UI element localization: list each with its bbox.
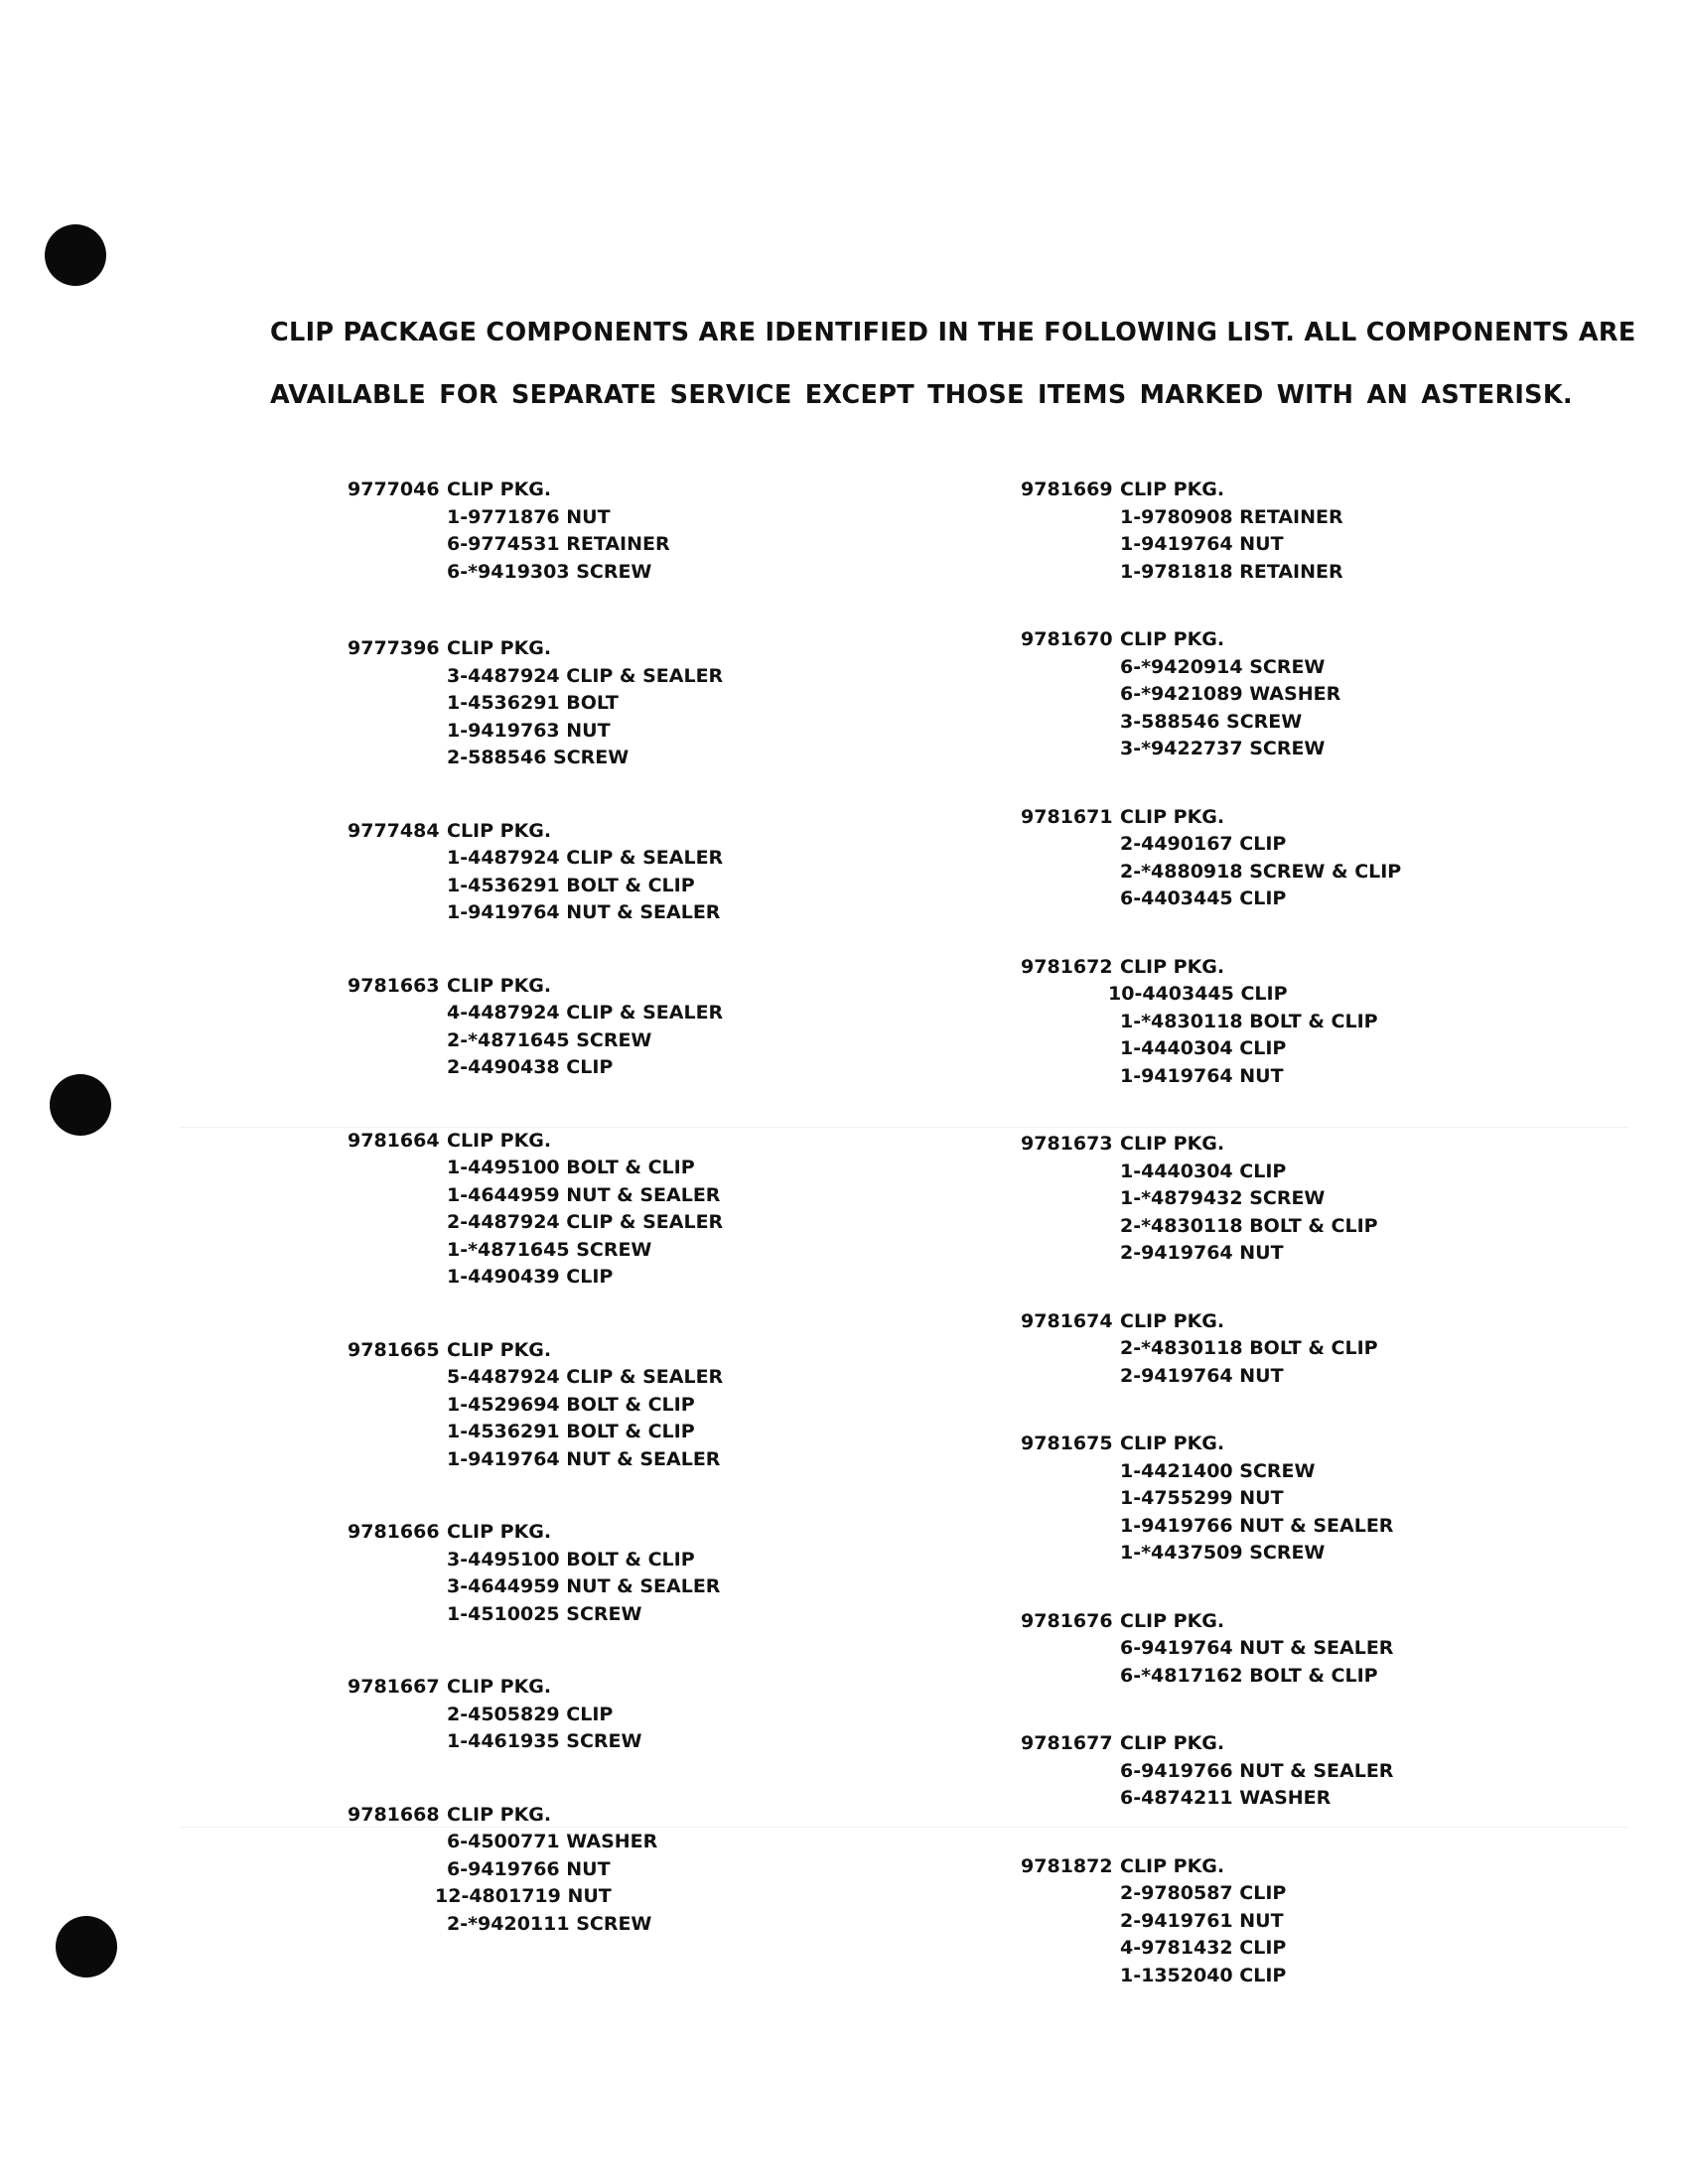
package-number: 9781667 [348, 1676, 440, 1698]
component-item: 1-4461935 SCREW [447, 1730, 642, 1752]
clip-package [348, 1337, 723, 1474]
package-number: 9781677 [1021, 1732, 1113, 1754]
component-item: 1-4536291 BOLT & CLIP [447, 1421, 695, 1442]
package-title: CLIP PKG. [1120, 1133, 1225, 1155]
package-number: 9781663 [348, 974, 440, 997]
package-number: 9781675 [1021, 1433, 1113, 1454]
component-item: 1-9419764 NUT [1120, 533, 1284, 555]
package-contents [447, 973, 723, 1082]
clip-package [1021, 1308, 1401, 1391]
component-item: 1-*4437509 SCREW [1120, 1542, 1326, 1564]
component-item: 1-*4879432 SCREW [1120, 1187, 1326, 1209]
component-item: 6-*9420914 SCREW [1120, 655, 1326, 678]
package-title: CLIP PKG. [1120, 1854, 1225, 1877]
right-package-column [1021, 477, 1401, 1989]
component-item: 6-9419764 NUT & SEALER [1120, 1637, 1394, 1659]
component-item: 1-9419764 NUT [1120, 1064, 1284, 1087]
component-item: 3-*9422737 SCREW [1120, 738, 1326, 759]
package-contents [447, 635, 723, 772]
component-item: 2-9780587 CLIP [1120, 1882, 1287, 1904]
component-item: 2-4490438 CLIP [447, 1056, 614, 1078]
package-contents [447, 1519, 720, 1628]
clip-package [1021, 1131, 1401, 1268]
punch-hole-top [45, 224, 106, 286]
component-item: 1-1352040 CLIP [1120, 1964, 1287, 1986]
component-item: 2-9419764 NUT [1120, 1242, 1284, 1264]
package-title: CLIP PKG. [447, 637, 552, 659]
component-item: 2-588546 SCREW [447, 747, 630, 768]
component-item: 6-4874211 WASHER [1120, 1787, 1332, 1809]
package-number: 9781672 [1021, 955, 1113, 978]
package-number: 9777046 [348, 478, 440, 500]
component-item: 6-*4817162 BOLT & CLIP [1120, 1664, 1378, 1687]
package-contents [1120, 1308, 1378, 1391]
component-item: 1-4510025 SCREW [447, 1602, 642, 1625]
package-contents [1120, 1853, 1286, 1990]
component-item: 10-4403445 CLIP [1108, 983, 1288, 1005]
package-title: CLIP PKG. [1120, 1609, 1225, 1632]
component-item: 1-9419763 NUT [447, 719, 611, 742]
clip-package [348, 818, 723, 927]
package-number: 9781669 [1021, 478, 1113, 500]
clip-package [348, 1674, 723, 1756]
package-contents [447, 477, 670, 586]
component-item: 3-4644959 NUT & SEALER [447, 1575, 721, 1597]
package-number: 9781673 [1021, 1133, 1113, 1155]
clip-package [1021, 626, 1401, 763]
component-item: 2-9419761 NUT [1120, 1909, 1284, 1932]
package-number: 9781872 [1021, 1854, 1113, 1877]
package-title: CLIP PKG. [447, 819, 552, 842]
package-contents [435, 1802, 658, 1939]
component-item: 2-4505829 CLIP [447, 1703, 614, 1725]
component-item: 1-4487924 CLIP & SEALER [447, 847, 724, 869]
package-title: CLIP PKG. [447, 478, 552, 500]
clip-package [1021, 1431, 1401, 1568]
intro-line-2: AVAILABLE FOR SEPARATE SERVICE EXCEPT THOSE ITEMS MARKED WITH AN ASTERISK. [270, 380, 1573, 410]
package-number: 9781666 [348, 1521, 440, 1543]
component-item: 5-4487924 CLIP & SEALER [447, 1366, 724, 1388]
component-item: 1-4755299 NUT [1120, 1487, 1284, 1509]
component-item: 1-*4830118 BOLT & CLIP [1120, 1010, 1378, 1032]
component-item: 2-9419764 NUT [1120, 1364, 1284, 1387]
component-item: 1-9781818 RETAINER [1120, 560, 1343, 583]
package-contents [1120, 1730, 1393, 1813]
component-item: 1-4495100 BOLT & CLIP [447, 1157, 695, 1178]
package-title: CLIP PKG. [1120, 1732, 1225, 1754]
component-item: 1-4440304 CLIP [1120, 1037, 1287, 1059]
component-item: 2-*4830118 BOLT & CLIP [1120, 1337, 1378, 1359]
package-title: CLIP PKG. [1120, 478, 1225, 500]
component-item: 6-4500771 WASHER [447, 1831, 658, 1852]
punch-hole-middle [50, 1074, 111, 1136]
clip-package [348, 635, 723, 772]
package-contents [1108, 954, 1378, 1091]
component-item: 1-9419764 NUT & SEALER [447, 901, 721, 923]
component-item: 1-4421400 SCREW [1120, 1459, 1316, 1482]
clip-package [348, 1128, 723, 1292]
component-item: 2-4490167 CLIP [1120, 833, 1287, 855]
package-title: CLIP PKG. [447, 1129, 552, 1152]
component-item: 1-9419764 NUT & SEALER [447, 1447, 721, 1470]
package-title: CLIP PKG. [1120, 628, 1225, 650]
clip-package [348, 1519, 723, 1628]
clip-package [1021, 1608, 1401, 1691]
package-number: 9777484 [348, 819, 440, 842]
component-item: 2-4487924 CLIP & SEALER [447, 1211, 724, 1233]
component-item: 12-4801719 NUT [435, 1885, 612, 1907]
component-item: 4-9781432 CLIP [1120, 1937, 1287, 1959]
package-number: 9781668 [348, 1803, 440, 1826]
clip-package [348, 1802, 723, 1939]
package-number: 9781674 [1021, 1309, 1113, 1332]
package-contents [447, 818, 723, 927]
package-number: 9781665 [348, 1338, 440, 1361]
package-contents [1120, 1431, 1393, 1568]
component-item: 1-*4871645 SCREW [447, 1238, 652, 1261]
component-item: 6-9774531 RETAINER [447, 533, 670, 555]
component-item: 2-*4830118 BOLT & CLIP [1120, 1214, 1378, 1237]
component-item: 1-9771876 NUT [447, 505, 611, 528]
component-item: 6-9419766 NUT [447, 1857, 611, 1880]
component-item: 1-4536291 BOLT & CLIP [447, 874, 695, 896]
package-title: CLIP PKG. [447, 1676, 552, 1698]
component-item: 1-4529694 BOLT & CLIP [447, 1393, 695, 1416]
left-package-column [348, 477, 723, 1938]
package-title: CLIP PKG. [1120, 805, 1225, 828]
package-contents [1120, 477, 1343, 586]
package-title: CLIP PKG. [447, 1803, 552, 1826]
component-item: 6-*9419303 SCREW [447, 560, 652, 583]
component-item: 3-4495100 BOLT & CLIP [447, 1548, 695, 1570]
clip-package [1021, 1853, 1401, 1990]
component-item: 6-*9421089 WASHER [1120, 683, 1341, 705]
package-contents [447, 1337, 723, 1474]
intro-line-1: CLIP PACKAGE COMPONENTS ARE IDENTIFIED IN THE FOLLOWING LIST. ALL COMPONENTS ARE [270, 318, 1636, 347]
package-contents [1120, 626, 1340, 763]
package-contents [447, 1128, 723, 1292]
component-item: 1-4536291 BOLT [447, 692, 619, 714]
component-item: 4-4487924 CLIP & SEALER [447, 1002, 724, 1024]
component-item: 1-9780908 RETAINER [1120, 505, 1343, 528]
clip-package [1021, 477, 1401, 586]
clip-package [348, 477, 723, 586]
clip-package [1021, 804, 1401, 913]
package-number: 9777396 [348, 637, 440, 659]
clip-package [348, 973, 723, 1082]
package-title: CLIP PKG. [447, 1338, 552, 1361]
component-item: 1-4440304 CLIP [1120, 1160, 1287, 1182]
package-title: CLIP PKG. [1120, 1309, 1225, 1332]
component-item: 1-4644959 NUT & SEALER [447, 1183, 721, 1206]
clip-package [1021, 954, 1401, 1091]
component-item: 1-4490439 CLIP [447, 1266, 614, 1288]
clip-package [1021, 1730, 1401, 1813]
package-number: 9781671 [1021, 805, 1113, 828]
package-title: CLIP PKG. [447, 974, 552, 997]
package-contents [1120, 1608, 1393, 1691]
package-contents [447, 1674, 641, 1756]
package-number: 9781670 [1021, 628, 1113, 650]
package-number: 9781676 [1021, 1609, 1113, 1632]
package-title: CLIP PKG. [1120, 955, 1225, 978]
component-item: 3-588546 SCREW [1120, 710, 1303, 733]
component-item: 2-*4880918 SCREW & CLIP [1120, 860, 1402, 883]
package-title: CLIP PKG. [1120, 1433, 1225, 1454]
package-number: 9781664 [348, 1129, 440, 1152]
punch-hole-bottom [56, 1916, 117, 1978]
package-contents [1120, 804, 1401, 913]
component-item: 2-*4871645 SCREW [447, 1028, 652, 1051]
component-item: 6-9419766 NUT & SEALER [1120, 1759, 1394, 1782]
package-title: CLIP PKG. [447, 1521, 552, 1543]
package-contents [1120, 1131, 1378, 1268]
component-item: 2-*9420111 SCREW [447, 1912, 652, 1935]
component-item: 1-9419766 NUT & SEALER [1120, 1514, 1394, 1537]
component-item: 3-4487924 CLIP & SEALER [447, 664, 724, 687]
component-item: 6-4403445 CLIP [1120, 887, 1287, 909]
